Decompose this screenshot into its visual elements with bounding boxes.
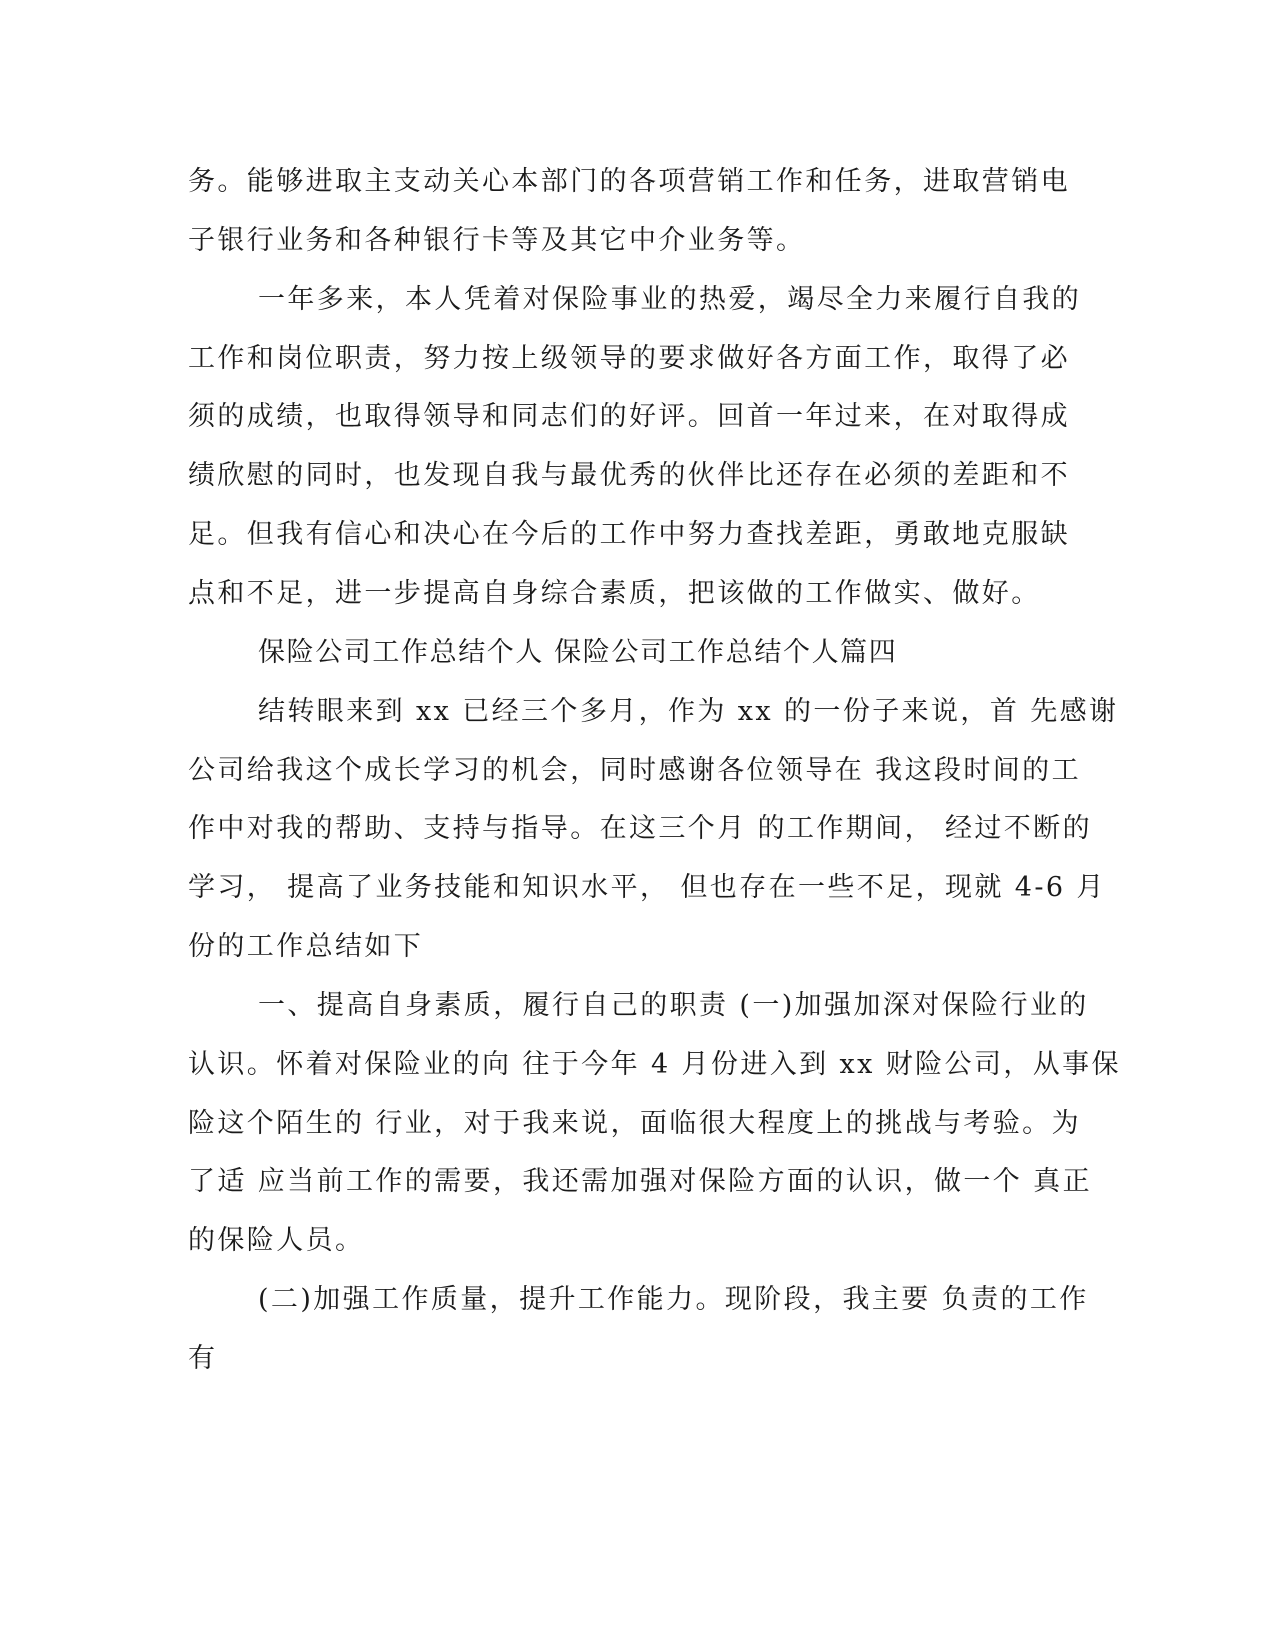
text-line: 的保险人员。 bbox=[188, 1225, 365, 1256]
text-line: 务。能够进取主支动关心本部门的各项营销工作和任务，进取营销电 bbox=[188, 166, 1070, 197]
text-line: 子银行业务和各种银行卡等及其它中介业务等。 bbox=[188, 225, 806, 256]
paragraph-first-line: 一、提高自身素质，履行自己的职责 (一)加强加深对保险行业的 bbox=[258, 990, 1089, 1021]
text-line: 作中对我的帮助、支持与指导。在这三个月 的工作期间， 经过不断的 bbox=[188, 813, 1092, 844]
text-line: 有 bbox=[188, 1343, 218, 1374]
text-line: 公司给我这个成长学习的机会，同时感谢各位领导在 我这段时间的工 bbox=[188, 755, 1081, 786]
text-line: 险这个陌生的 行业，对于我来说，面临很大程度上的挑战与考验。为 bbox=[188, 1108, 1081, 1139]
text-line: 份的工作总结如下 bbox=[188, 931, 424, 962]
paragraph-first-line: (二)加强工作质量，提升工作能力。现阶段，我主要 负责的工作 bbox=[258, 1284, 1089, 1315]
section-heading: 保险公司工作总结个人 保险公司工作总结个人篇四 bbox=[258, 637, 898, 668]
text-line: 须的成绩，也取得领导和同志们的好评。回首一年过来，在对取得成 bbox=[188, 401, 1070, 432]
text-line: 点和不足，进一步提高自身综合素质，把该做的工作做实、做好。 bbox=[188, 578, 1041, 609]
text-line: 工作和岗位职责，努力按上级领导的要求做好各方面工作，取得了必 bbox=[188, 343, 1070, 374]
text-line: 认识。怀着对保险业的向 往于今年 4 月份进入到 xx 财险公司，从事保 bbox=[188, 1049, 1121, 1080]
text-line: 绩欣慰的同时，也发现自我与最优秀的伙伴比还存在必须的差距和不 bbox=[188, 460, 1070, 491]
text-line: 足。但我有信心和决心在今后的工作中努力查找差距，勇敢地克服缺 bbox=[188, 519, 1070, 550]
paragraph-first-line: 一年多来，本人凭着对保险事业的热爱，竭尽全力来履行自我的 bbox=[258, 284, 1082, 315]
text-line: 学习， 提高了业务技能和知识水平， 但也存在一些不足，现就 4-6 月 bbox=[188, 872, 1106, 903]
text-line: 了适 应当前工作的需要，我还需加强对保险方面的认识，做一个 真正 bbox=[188, 1166, 1092, 1197]
paragraph-first-line: 结转眼来到 xx 已经三个多月，作为 xx 的一份子来说，首 先感谢 bbox=[258, 696, 1119, 727]
